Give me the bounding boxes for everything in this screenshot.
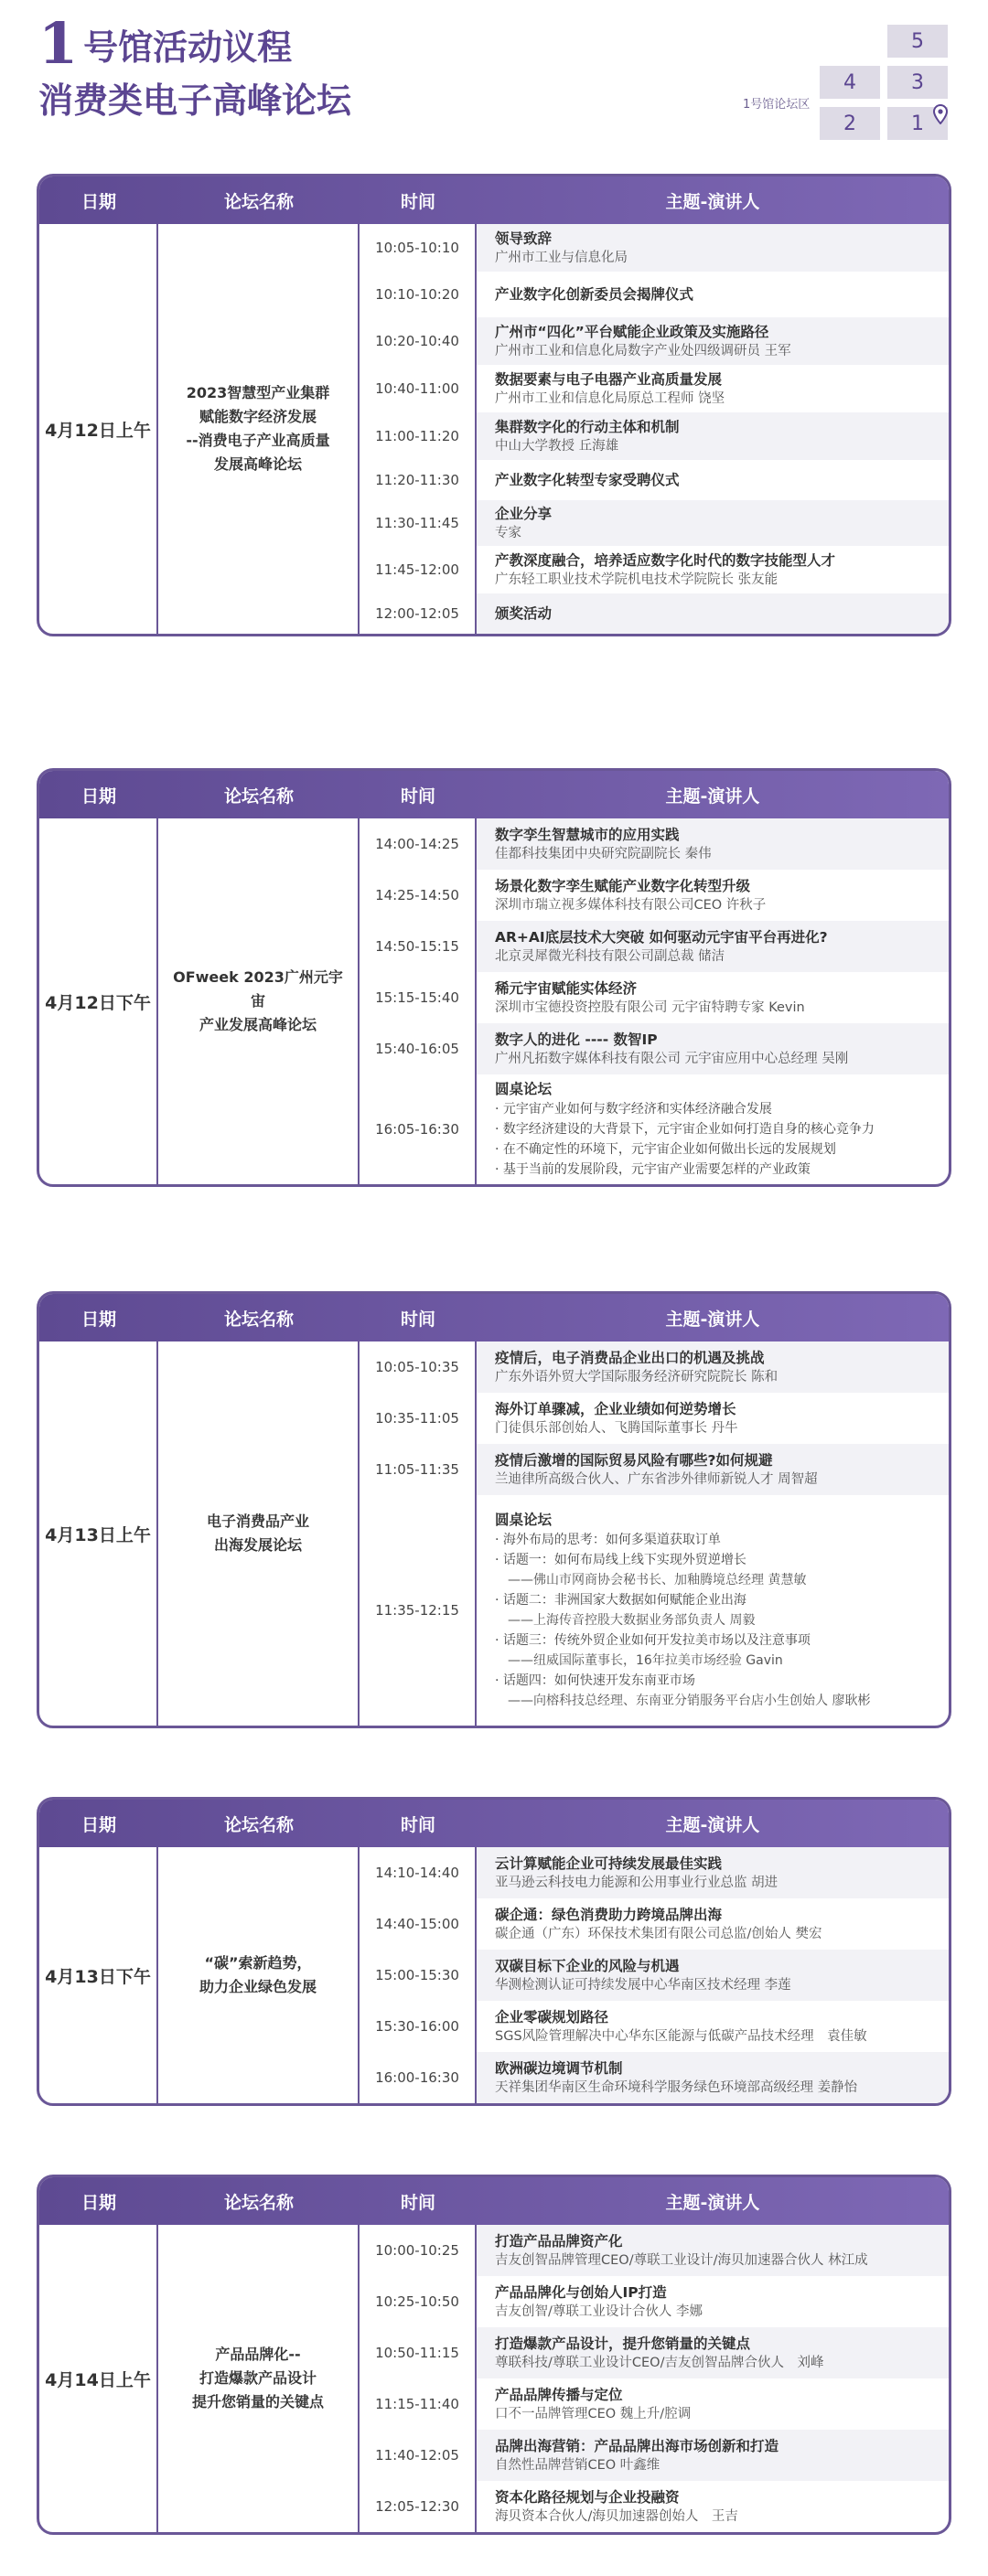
discussion-point: ——上海传音控股大数据业务部负责人 周毅	[508, 1613, 756, 1628]
header-forum: 论坛名称	[223, 1814, 294, 1835]
agenda-row	[360, 412, 949, 460]
speaker: 专家	[495, 525, 521, 540]
speaker: 北京灵犀微光科技有限公司副总裁 储洁	[495, 948, 725, 964]
speaker: 深圳市瑞立视多媒体科技有限公司CEO 许秋子	[495, 897, 767, 913]
topic-title: 颁奖活动	[495, 605, 553, 622]
topic-title: 碳企通：绿色消费助力跨境品牌出海	[495, 1906, 723, 1923]
agenda-table	[37, 2175, 951, 2535]
time-slot: 10:00-10:25	[360, 2225, 477, 2276]
hall-3: 3	[887, 66, 948, 99]
topic-title: 场景化数字孪生赋能产业数字化转型升级	[495, 877, 751, 894]
time-slot: 14:10-14:40	[360, 1847, 477, 1898]
agenda-row	[360, 2327, 949, 2378]
time-slot: 10:05-10:35	[360, 1341, 477, 1393]
header-time: 时间	[400, 2192, 435, 2213]
topic-title: 数字孪生智慧城市的应用实践	[495, 826, 680, 843]
topic-title: 圆桌论坛	[495, 1081, 553, 1097]
time-slot: 10:35-11:05	[360, 1393, 477, 1444]
topic-title: 产品品牌传播与定位	[495, 2386, 623, 2403]
table-header	[39, 2177, 949, 2225]
header-topic: 主题-演讲人	[665, 1814, 760, 1835]
agenda-row	[360, 2001, 949, 2052]
speaker: 广州凡拓数字媒体科技有限公司 元宇宙应用中心总经理 吴刚	[495, 1051, 849, 1066]
speaker: 华测检测认证可持续发展中心华南区技术经理 李莲	[495, 1977, 791, 1993]
speaker: 吉友创智品牌管理CEO/尊联工业设计/海贝加速器合伙人 林江成	[495, 2252, 868, 2268]
agenda-row	[360, 2378, 949, 2430]
time-slot: 11:35-12:15	[360, 1495, 477, 1726]
topic-title: AR+AI底层技术大突破 如何驱动元宇宙平台再进化?	[495, 928, 828, 946]
topic-title: 双碳目标下企业的风险与机遇	[495, 1957, 680, 1974]
topic-cell	[477, 1950, 949, 2001]
table-body	[39, 224, 949, 634]
header-topic: 主题-演讲人	[665, 191, 760, 212]
speaker: 广东外语外贸大学国际服务经济研究院院长 陈和	[495, 1369, 779, 1384]
topic-title: 领导致辞	[495, 230, 553, 247]
agenda-row	[360, 2225, 949, 2276]
agenda-row	[360, 2052, 949, 2103]
header-time: 时间	[400, 786, 435, 807]
agenda-rows	[360, 818, 949, 1184]
topic-title: 数据要素与电子电器产业高质量发展	[495, 370, 723, 388]
session-date: 4月14日上午	[39, 2225, 158, 2532]
time-slot: 11:15-11:40	[360, 2378, 477, 2430]
forum-name: “碳”索新趋势， 助力企业绿色发展	[158, 1847, 360, 2103]
topic-title: 集群数字化的行动主体和机制	[495, 418, 680, 435]
topic-title: 资本化路径规划与企业投融资	[495, 2488, 680, 2506]
time-slot: 10:20-10:40	[360, 317, 477, 365]
topic-cell	[477, 1898, 949, 1950]
topic-title: 产品品牌化与创始人IP打造	[495, 2283, 667, 2301]
speaker: 亚马逊云科技电力能源和公用事业行业总监 胡进	[495, 1875, 779, 1890]
header-forum: 论坛名称	[223, 2192, 294, 2213]
topic-cell	[477, 1495, 949, 1726]
topic-cell	[477, 2001, 949, 2052]
agenda-row	[360, 500, 949, 546]
topic-title: 圆桌论坛	[495, 1512, 553, 1528]
agenda-row	[360, 460, 949, 500]
session-date: 4月13日下午	[39, 1847, 158, 2103]
topic-title: 云计算赋能企业可持续发展最佳实践	[495, 1855, 723, 1872]
table-body	[39, 818, 949, 1184]
hall-4: 4	[820, 66, 880, 99]
agenda-row	[360, 1074, 949, 1184]
topic-cell	[477, 460, 949, 500]
page-subtitle: 消费类电子高峰论坛	[38, 80, 352, 121]
forum-name: 2023智慧型产业集群 赋能数字经济发展 --消费电子产业高质量 发展高峰论坛	[158, 224, 360, 634]
speaker: 广州市工业与信息化局	[495, 250, 628, 265]
topic-cell	[477, 272, 949, 317]
agenda-rows	[360, 1341, 949, 1726]
hall-5: 5	[887, 25, 948, 58]
header-forum: 论坛名称	[223, 191, 294, 212]
topic-cell	[477, 818, 949, 870]
topic-cell	[477, 224, 949, 272]
speaker: 天祥集团华南区生命环境科学服务绿色环境部高级经理 姜静怡	[495, 2079, 858, 2095]
agenda-row	[360, 546, 949, 593]
topic-cell	[477, 500, 949, 546]
speaker: SGS风险管理解决中心华东区能源与低碳产品技术经理 袁佳敏	[495, 2028, 867, 2044]
topic-title: 企业零碳规划路径	[495, 2008, 609, 2026]
agenda-rows	[360, 224, 949, 634]
agenda-row	[360, 1898, 949, 1950]
table-header	[39, 1294, 949, 1341]
topic-title: 品牌出海营销：产品品牌出海市场创新和打造	[495, 2437, 779, 2454]
agenda-row	[360, 365, 949, 412]
hall-2: 2	[820, 107, 880, 140]
topic-cell	[477, 2327, 949, 2378]
table-header	[39, 176, 949, 224]
topic-cell	[477, 1023, 949, 1074]
discussion-point: · 话题一：如何布局线上线下实现外贸逆增长	[495, 1553, 746, 1567]
header-forum: 论坛名称	[223, 1309, 294, 1330]
topic-cell	[477, 972, 949, 1023]
speaker: 碳企通（广东）环保技术集团有限公司总监/创始人 樊宏	[495, 1926, 822, 1941]
topic-title: 疫情后，电子消费品企业出口的机遇及挑战	[495, 1349, 765, 1366]
time-slot: 11:30-11:45	[360, 500, 477, 546]
topic-title: 海外订单骤减，企业业绩如何逆势增长	[495, 1400, 736, 1417]
agenda-row	[360, 1495, 949, 1726]
header-time: 时间	[400, 1814, 435, 1835]
agenda-row	[360, 1341, 949, 1393]
topic-cell	[477, 921, 949, 972]
table-header	[39, 771, 949, 818]
time-slot: 16:00-16:30	[360, 2052, 477, 2103]
discussion-point: ——佛山市网商协会秘书长、加釉腾境总经理 黄慧敏	[508, 1573, 807, 1587]
header-time: 时间	[400, 1309, 435, 1330]
header-topic: 主题-演讲人	[665, 2192, 760, 2213]
discussion-point: ——纽威国际董事长，16年拉美市场经验 Gavin	[508, 1653, 783, 1668]
time-slot: 11:45-12:00	[360, 546, 477, 593]
agenda-row	[360, 921, 949, 972]
time-slot: 10:50-11:15	[360, 2327, 477, 2378]
time-slot: 10:05-10:10	[360, 224, 477, 272]
session-date: 4月12日下午	[39, 818, 158, 1184]
discussion-point: · 元宇宙产业如何与数字经济和实体经济融合发展	[495, 1102, 772, 1117]
topic-cell	[477, 412, 949, 460]
session-date: 4月12日上午	[39, 224, 158, 634]
speaker: 广州市工业和信息化局原总工程师 饶坚	[495, 390, 725, 406]
discussion-point: ——向榕科技总经理、东南亚分销服务平台店小生创始人 廖耿彬	[508, 1694, 871, 1708]
agenda-row	[360, 1950, 949, 2001]
agenda-table	[37, 174, 951, 636]
agenda-row	[360, 1393, 949, 1444]
agenda-rows	[360, 1847, 949, 2103]
header-date: 日期	[81, 1814, 116, 1835]
topic-title: 打造产品品牌资产化	[495, 2232, 623, 2250]
topic-cell	[477, 2481, 949, 2532]
time-slot: 14:00-14:25	[360, 818, 477, 870]
topic-title: 产业数字化创新委员会揭牌仪式	[495, 286, 694, 303]
speaker: 广州市工业和信息化局数字产业处四级调研员 王军	[495, 343, 791, 358]
agenda-row	[360, 2276, 949, 2327]
header-forum: 论坛名称	[223, 786, 294, 807]
speaker: 自然性品牌营销CEO 叶鑫维	[495, 2457, 660, 2473]
time-slot: 14:40-15:00	[360, 1898, 477, 1950]
time-slot: 15:30-16:00	[360, 2001, 477, 2052]
agenda-row	[360, 1847, 949, 1898]
topic-cell	[477, 2276, 949, 2327]
time-slot: 11:00-11:20	[360, 412, 477, 460]
topic-title: 疫情后激增的国际贸易风险有哪些?如何规避	[495, 1451, 773, 1469]
topic-cell	[477, 1847, 949, 1898]
time-slot: 14:50-15:15	[360, 921, 477, 972]
speaker: 吉友创智/尊联工业设计合伙人 李娜	[495, 2303, 703, 2319]
time-slot: 10:40-11:00	[360, 365, 477, 412]
table-body	[39, 2225, 949, 2532]
topic-title: 企业分享	[495, 505, 553, 522]
agenda-row	[360, 317, 949, 365]
hall-1: 1	[887, 107, 948, 140]
speaker: 口不一品牌管理CEO 魏上升/腔调	[495, 2406, 692, 2421]
header-date: 日期	[81, 1309, 116, 1330]
time-slot: 10:10-10:20	[360, 272, 477, 317]
discussion-point: · 话题四：如何快速开发东南亚市场	[495, 1673, 695, 1688]
time-slot: 12:00-12:05	[360, 593, 477, 634]
agenda-row	[360, 2430, 949, 2481]
page-title: 1 号馆活动议程	[38, 10, 293, 77]
agenda-row	[360, 593, 949, 634]
topic-cell	[477, 1341, 949, 1393]
agenda-table	[37, 1797, 951, 2106]
agenda-row	[360, 272, 949, 317]
header-date: 日期	[81, 191, 116, 212]
time-slot: 12:05-12:30	[360, 2481, 477, 2532]
header-time: 时间	[400, 191, 435, 212]
header-topic: 主题-演讲人	[665, 1309, 760, 1330]
discussion-point: · 话题二：非洲国家大数据如何赋能企业出海	[495, 1593, 746, 1608]
agenda-row	[360, 1023, 949, 1074]
topic-title: 打造爆款产品设计，提升您销量的关键点	[495, 2335, 751, 2352]
agenda-table	[37, 1291, 951, 1728]
time-slot: 11:20-11:30	[360, 460, 477, 500]
discussion-point: · 数字经济建设的大背景下，元宇宙企业如何打造自身的核心竞争力	[495, 1122, 875, 1137]
topic-cell	[477, 1444, 949, 1495]
agenda-row	[360, 224, 949, 272]
agenda-rows	[360, 2225, 949, 2532]
header-topic: 主题-演讲人	[665, 786, 760, 807]
speaker: 海贝资本合伙人/海贝加速器创始人 王吉	[495, 2508, 738, 2524]
header	[38, 10, 352, 124]
time-slot: 16:05-16:30	[360, 1074, 477, 1184]
topic-cell	[477, 2225, 949, 2276]
discussion-point: · 话题三：传统外贸企业如何开发拉美市场以及注意事项	[495, 1633, 811, 1648]
venue-label: 1号馆论坛区	[743, 98, 811, 112]
topic-cell	[477, 1074, 949, 1184]
discussion-point: · 海外布局的思考：如何多渠道获取订单	[495, 1533, 721, 1547]
header-date: 日期	[81, 2192, 116, 2213]
topic-cell	[477, 593, 949, 634]
discussion-point: · 基于当前的发展阶段，元宇宙产业需要怎样的产业政策	[495, 1162, 811, 1177]
topic-title: 产教深度融合，培养适应数字化时代的数字技能型人才	[495, 551, 836, 569]
topic-title: 广州市“四化”平台赋能企业政策及实施路径	[495, 323, 769, 340]
agenda-row	[360, 1444, 949, 1495]
discussion-point: · 在不确定性的环境下，元宇宙企业如何做出长远的发展规划	[495, 1142, 836, 1157]
speaker: 门徒俱乐部创始人、飞腾国际董事长 丹牛	[495, 1420, 738, 1436]
speaker: 深圳市宝德投资控股有限公司 元宇宙特聘专家 Kevin	[495, 999, 805, 1015]
topic-cell	[477, 2052, 949, 2103]
header-date: 日期	[81, 786, 116, 807]
table-header	[39, 1800, 949, 1847]
topic-cell	[477, 870, 949, 921]
time-slot: 10:25-10:50	[360, 2276, 477, 2327]
location-pin-icon	[933, 104, 948, 124]
agenda-row	[360, 870, 949, 921]
speaker: 佳都科技集团中央研究院副院长 秦伟	[495, 846, 712, 861]
speaker: 兰迪律所高级合伙人、广东省涉外律师新锐人才 周智超	[495, 1471, 818, 1487]
agenda-row	[360, 818, 949, 870]
agenda-table	[37, 768, 951, 1187]
topic-title: 稀元宇宙赋能实体经济	[495, 979, 638, 997]
topic-cell	[477, 2430, 949, 2481]
agenda-row	[360, 972, 949, 1023]
time-slot: 15:40-16:05	[360, 1023, 477, 1074]
time-slot: 11:05-11:35	[360, 1444, 477, 1495]
session-date: 4月13日上午	[39, 1341, 158, 1726]
agenda-row	[360, 2481, 949, 2532]
speaker: 广东轻工职业技术学院机电技术学院院长 张友能	[495, 572, 779, 587]
table-body	[39, 1341, 949, 1726]
speaker: 尊联科技/尊联工业设计CEO/吉友创智品牌合伙人 刘峰	[495, 2355, 824, 2370]
topic-cell	[477, 317, 949, 365]
time-slot: 14:25-14:50	[360, 870, 477, 921]
table-body	[39, 1847, 949, 2103]
forum-name: OFweek 2023广州元宇宙 产业发展高峰论坛	[158, 818, 360, 1184]
forum-name: 产品品牌化-- 打造爆款产品设计 提升您销量的关键点	[158, 2225, 360, 2532]
time-slot: 15:00-15:30	[360, 1950, 477, 2001]
time-slot: 15:15-15:40	[360, 972, 477, 1023]
topic-cell	[477, 546, 949, 593]
time-slot: 11:40-12:05	[360, 2430, 477, 2481]
topic-title: 数字人的进化 ---- 数智IP	[495, 1031, 658, 1048]
topic-title: 欧洲碳边境调节机制	[495, 2059, 623, 2077]
topic-cell	[477, 2378, 949, 2430]
topic-cell	[477, 1393, 949, 1444]
forum-name: 电子消费品产业 出海发展论坛	[158, 1341, 360, 1726]
speaker: 中山大学教授 丘海雄	[495, 438, 619, 454]
topic-title: 产业数字化转型专家受聘仪式	[495, 472, 680, 488]
topic-cell	[477, 365, 949, 412]
